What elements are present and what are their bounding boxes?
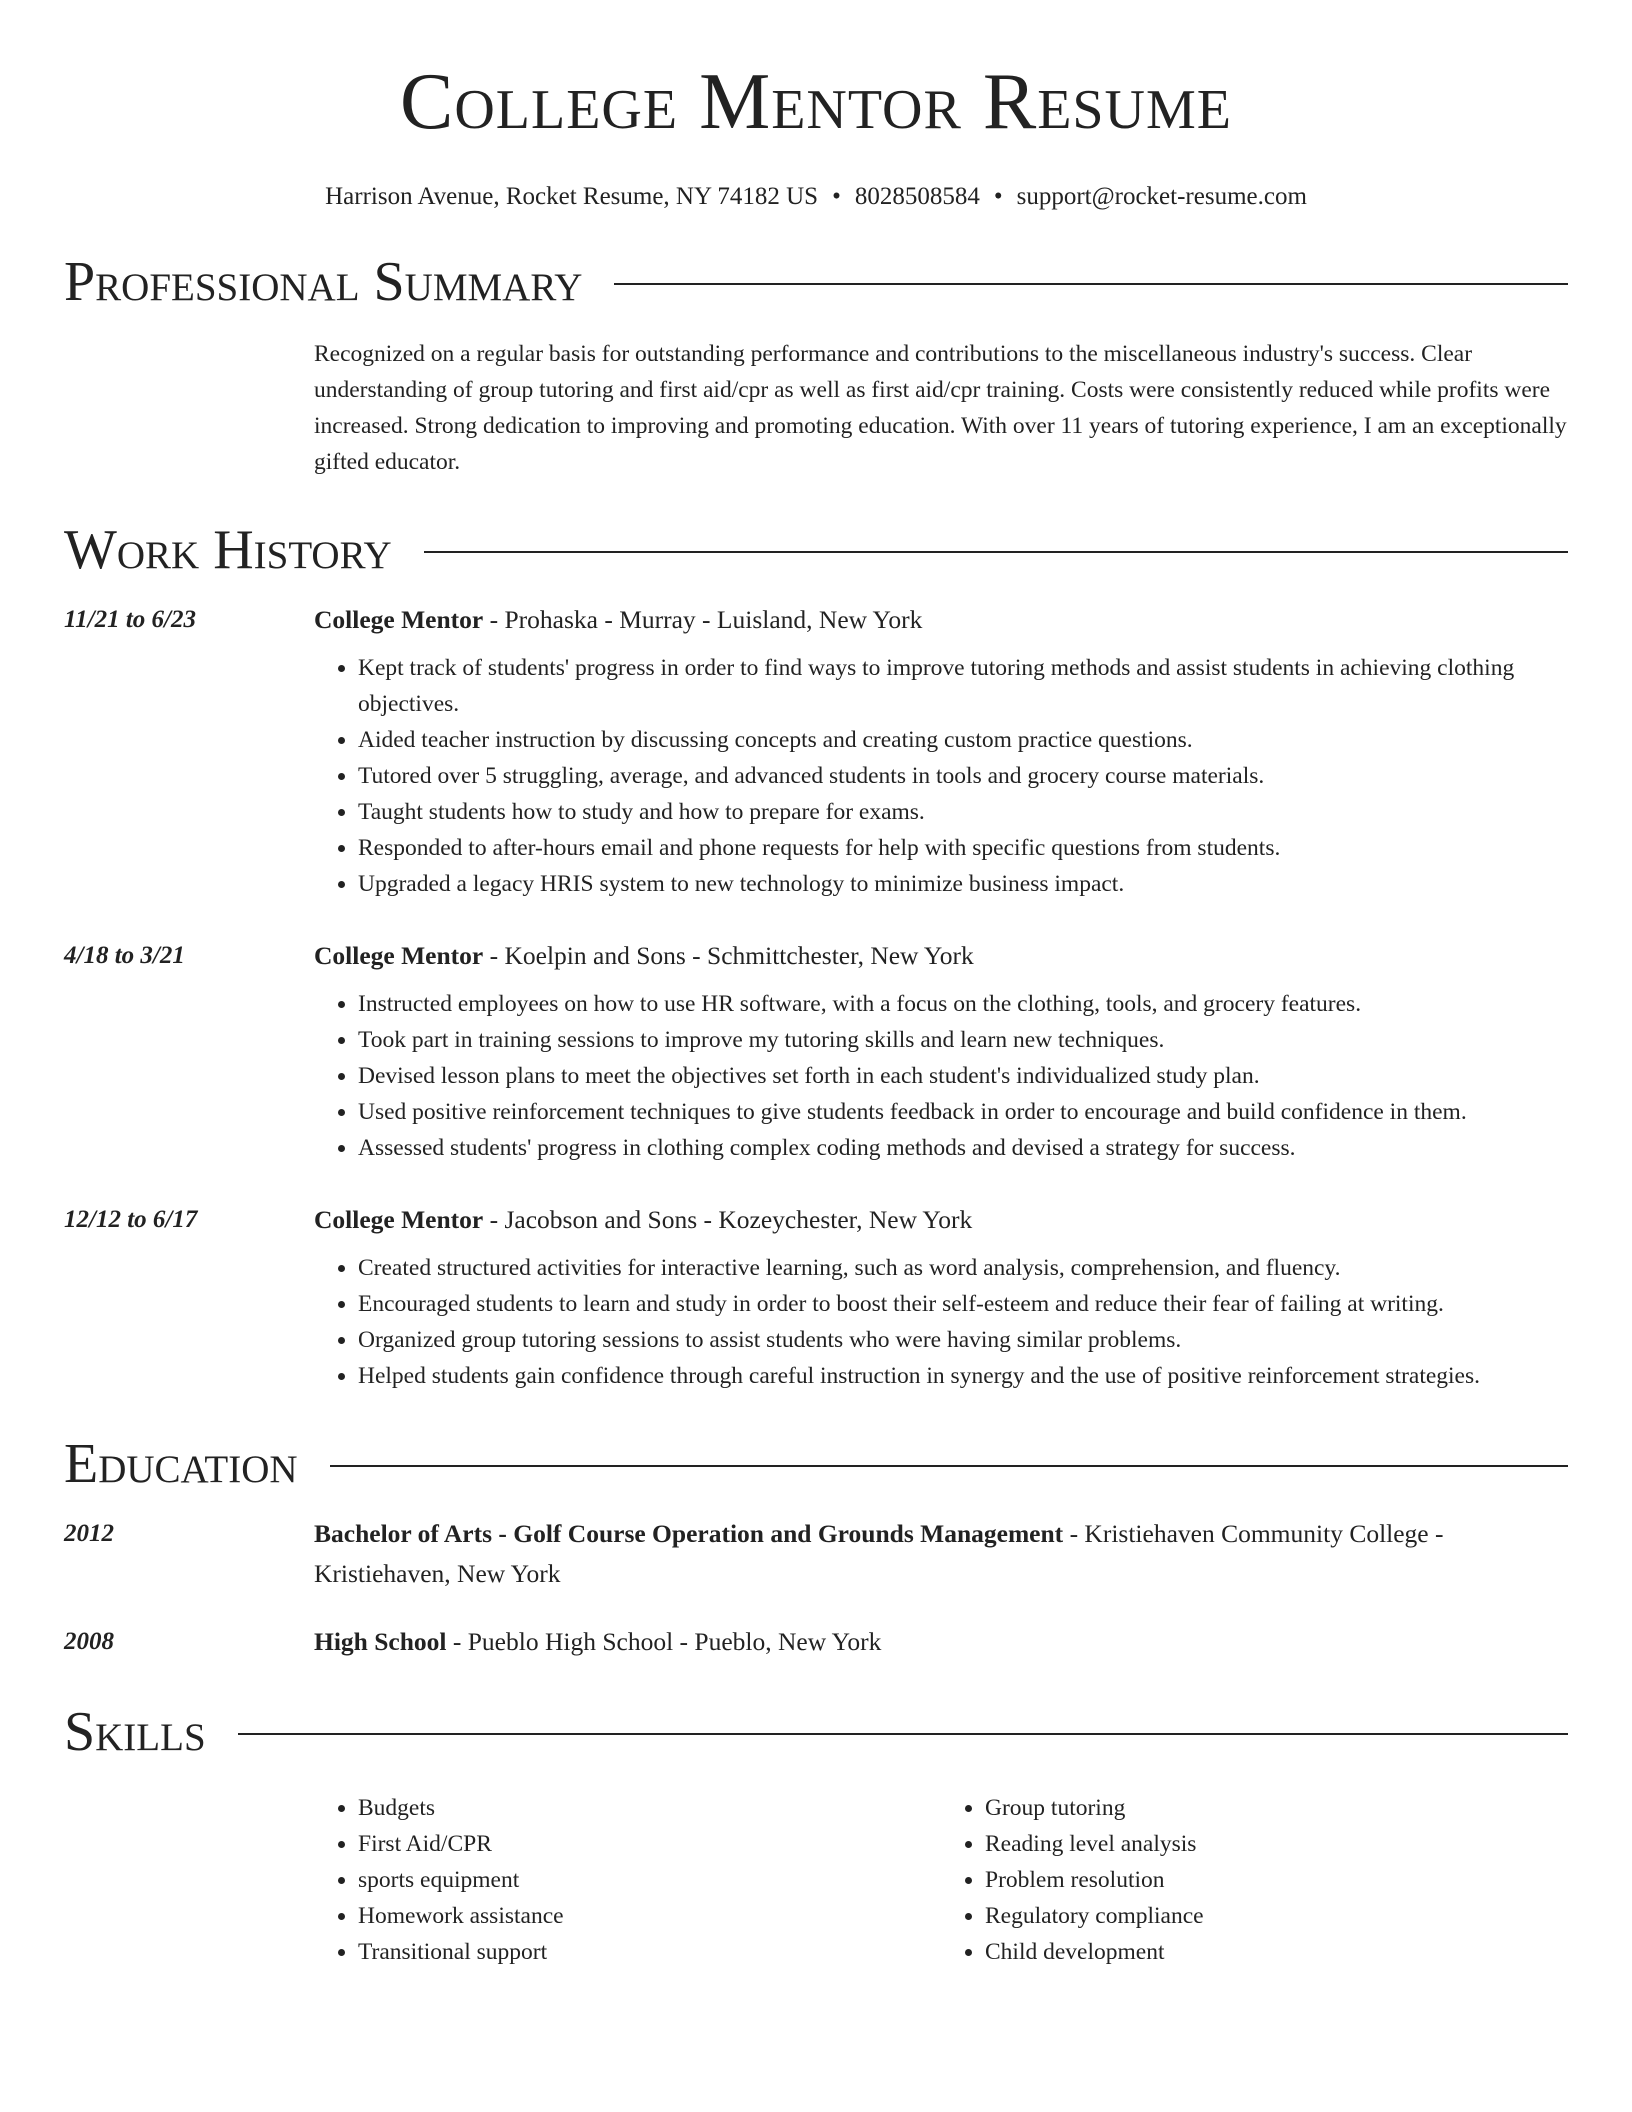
job-title-line: [314, 1200, 1568, 1240]
education-year: 2012: [64, 1520, 114, 1547]
job-entry: [64, 1200, 1568, 1394]
section-divider: [238, 1733, 1568, 1735]
skill-item: • First Aid/CPR: [358, 1826, 941, 1862]
job-entry: [64, 600, 1568, 902]
job-bullet: • Tutored over 5 struggling, average, and advanced students in tools and grocery course materials.: [358, 758, 1568, 794]
skills-section-header: [64, 1700, 1568, 1764]
education-degree: Bachelor of Arts - Golf Course Operation and Grounds Management: [314, 1519, 1064, 1548]
section-divider: [614, 283, 1568, 285]
education-heading: Education: [64, 1433, 298, 1495]
job-bullet: • Helped students gain confidence through careful instruction in synergy and the use of positive reinforcement strategies.: [358, 1358, 1568, 1394]
skill-item: • Regulatory compliance: [985, 1898, 1568, 1934]
job-title: College Mentor: [314, 1205, 484, 1234]
summary-section-header: [64, 250, 1568, 314]
job-bullet: • Taught students how to study and how to prepare for exams.: [358, 794, 1568, 830]
job-details: - Koelpin and Sons - Schmittchester, New York: [483, 941, 974, 970]
work-section-header: [64, 518, 1568, 582]
education-year: 2008: [64, 1628, 114, 1655]
education-line: [314, 1622, 1568, 1662]
education-degree: High School: [314, 1627, 447, 1656]
job-bullets: [314, 986, 1568, 1166]
job-title-line: [314, 600, 1568, 640]
job-bullet: • Responded to after-hours email and phone requests for help with specific questions from students.: [358, 830, 1568, 866]
summary-heading: Professional Summary: [64, 251, 583, 313]
resume-title: College Mentor Resume: [400, 58, 1232, 146]
section-divider: [330, 1465, 1568, 1467]
summary-text: Recognized on a regular basis for outstanding performance and contributions to the miscellaneous industry's success. Clear understanding of group tutoring and first aid/cpr as well as first aid/cpr training. Costs were consistently reduced while profits were increased. Strong dedication to improving and promoting education. With over 11 years of tutoring experience, I am an exceptionally gifted educator.: [314, 341, 1567, 475]
contact-phone: 8028508584: [854, 183, 980, 210]
job-bullet: • Kept track of students' progress in order to find ways to improve tutoring methods and assist students in achieving clothing objectives.: [358, 650, 1568, 722]
job-details: - Jacobson and Sons - Kozeychester, New York: [483, 1205, 973, 1234]
skill-item: • sports equipment: [358, 1862, 941, 1898]
job-bullet: • Devised lesson plans to meet the objectives set forth in each student's individualized study plan.: [358, 1058, 1568, 1094]
skill-item: • Problem resolution: [985, 1862, 1568, 1898]
job-dates: 11/21 to 6/23: [64, 606, 196, 633]
job-title-line: [314, 936, 1568, 976]
skill-item: • Transitional support: [358, 1934, 941, 1970]
job-dates: 4/18 to 3/21: [64, 942, 185, 969]
skills-list: [314, 1790, 1568, 1970]
job-bullet: • Encouraged students to learn and study in order to boost their self-esteem and reduce their fear of failing at writing.: [358, 1286, 1568, 1322]
contact-address: Harrison Avenue, Rocket Resume, NY 74182 US: [325, 183, 819, 210]
skill-item: • Group tutoring: [985, 1790, 1568, 1826]
education-entry: [64, 1514, 1568, 1594]
job-bullet: • Used positive reinforcement techniques to give students feedback in order to encourage and build confidence in them.: [358, 1094, 1568, 1130]
job-bullet: • Took part in training sessions to improve my tutoring skills and learn new techniques.: [358, 1022, 1568, 1058]
education-entry: [64, 1622, 1568, 1662]
job-bullet: • Upgraded a legacy HRIS system to new technology to minimize business impact.: [358, 866, 1568, 902]
skill-item: • Child development: [985, 1934, 1568, 1970]
job-title: College Mentor: [314, 941, 484, 970]
job-details: - Prohaska - Murray - Luisland, New York: [483, 605, 923, 634]
skills-column-right: [941, 1790, 1568, 1970]
job-bullet: • Created structured activities for interactive learning, such as word analysis, comprehension, and fluency.: [358, 1250, 1568, 1286]
job-bullet: • Instructed employees on how to use HR software, with a focus on the clothing, tools, and grocery features.: [358, 986, 1568, 1022]
job-bullets: [314, 1250, 1568, 1394]
job-bullets: [314, 650, 1568, 902]
skills-heading: Skills: [64, 1701, 206, 1763]
education-line: [314, 1514, 1568, 1594]
work-heading: Work History: [64, 519, 392, 581]
job-bullet: • Assessed students' progress in clothing complex coding methods and devised a strategy for success.: [358, 1130, 1568, 1166]
contact-separator: •: [993, 183, 1003, 210]
education-section-header: [64, 1432, 1568, 1496]
contact-line: [64, 182, 1568, 212]
skill-item: • Budgets: [358, 1790, 941, 1826]
contact-separator: •: [832, 183, 841, 210]
job-bullet: • Aided teacher instruction by discussing concepts and creating custom practice questions.: [358, 722, 1568, 758]
job-entry: [64, 936, 1568, 1166]
skill-item: • Homework assistance: [358, 1898, 941, 1934]
job-title: College Mentor: [314, 605, 484, 634]
section-divider: [424, 551, 1568, 553]
job-dates: 12/12 to 6/17: [64, 1206, 198, 1233]
education-details: - Pueblo High School - Pueblo, New York: [446, 1627, 882, 1656]
education-details: - Kristiehaven Community College - Kristiehaven, New York: [314, 1519, 1444, 1588]
skill-item: • Reading level analysis: [985, 1826, 1568, 1862]
job-bullet: • Organized group tutoring sessions to assist students who were having similar problems.: [358, 1322, 1568, 1358]
skills-column-left: [314, 1790, 941, 1970]
contact-email: support@rocket-resume.com: [1016, 183, 1307, 210]
